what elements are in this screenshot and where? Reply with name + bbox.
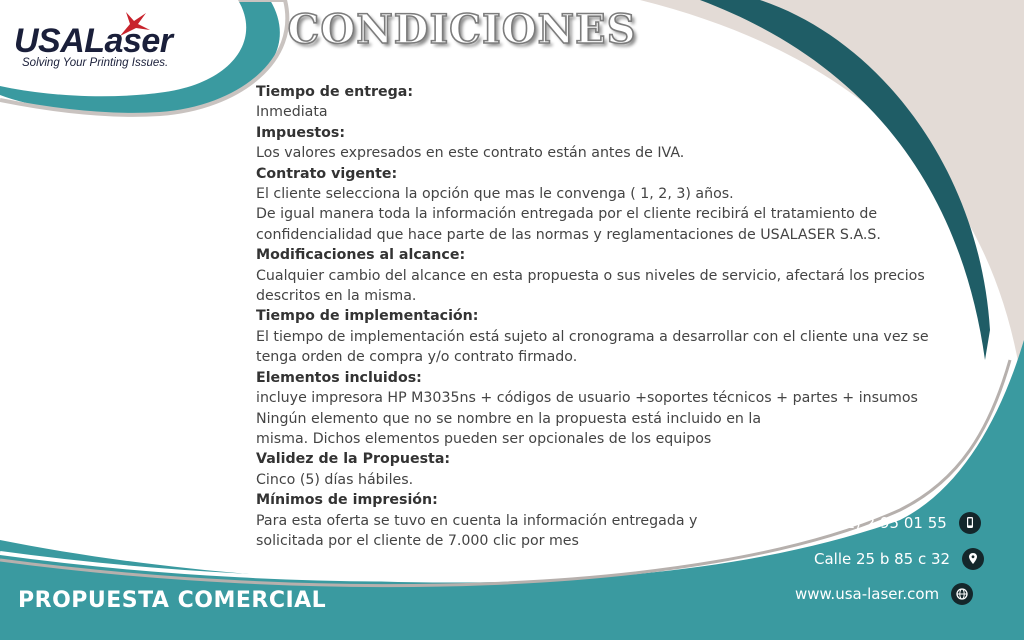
condition-heading: Impuestos: — [256, 124, 346, 141]
condition-text: Inmediata — [256, 104, 328, 121]
condition-heading: Validez de la Propuesta: — [256, 451, 451, 468]
phone-icon — [959, 512, 981, 534]
footer-title: PROPUESTA COMERCIAL — [18, 588, 327, 613]
condition-text: incluye impresora HP M3035ns + códigos de usuario +soportes técnicos + partes + insumos — [256, 390, 918, 407]
contact-website-row — [795, 583, 973, 605]
contact-address: Calle 25 b 85 c 32 — [814, 550, 951, 568]
contact-phone-row — [808, 512, 981, 534]
condition-text: descritos en la misma. — [256, 288, 417, 305]
condition-text: Cualquier cambio del alcance en esta propuesta o sus niveles de servicio, afectará los precios — [256, 267, 925, 284]
condition-text: misma. Dichos elementos pueden ser opcionales de los equipos — [256, 430, 712, 447]
contact-address-row — [814, 548, 984, 570]
condition-text: Para esta oferta se tuvo en cuenta la información entregada y — [256, 512, 698, 529]
condition-text: Los valores expresados en este contrato están antes de IVA. — [256, 145, 685, 162]
condition-heading: Contrato vigente: — [256, 165, 398, 182]
condition-text: Ningún elemento que no se nombre en la propuesta está incluido en la — [256, 410, 762, 427]
condition-text: solicitada por el cliente de 7.000 clic por mes — [256, 532, 579, 549]
condition-text: confidencialidad que hace parte de las normas y reglamentaciones de USALASER S.A.S. — [256, 226, 881, 243]
page-title: CONDICIONES — [287, 6, 637, 53]
condition-text: De igual manera toda la información entregada por el cliente recibirá el tratamiento de — [256, 206, 878, 223]
location-pin-icon — [962, 548, 984, 570]
condition-heading: Mínimos de impresión: — [256, 492, 438, 509]
logo-tagline: Solving Your Printing Issues. — [22, 57, 169, 69]
contact-phone: (+571) 2 95 01 55 — [808, 514, 947, 532]
condition-heading: Tiempo de entrega: — [256, 84, 414, 100]
condition-text: tenga orden de compra y/o contrato firmado. — [256, 349, 578, 366]
contact-website[interactable]: www.usa-laser.com — [795, 585, 940, 603]
conditions-list — [256, 82, 929, 551]
condition-text: El tiempo de implementación está sujeto al cronograma a desarrollar con el cliente una vez se — [256, 328, 929, 345]
condition-text: Cinco (5) días hábiles. — [256, 471, 414, 488]
condition-heading: Modificaciones al alcance: — [256, 247, 466, 264]
condition-heading: Elementos incluidos: — [256, 369, 422, 386]
condition-text: El cliente selecciona la opción que mas le convenga ( 1, 2, 3) años. — [256, 186, 734, 203]
condition-heading: Tiempo de implementación: — [256, 308, 479, 325]
logo-name: USALaser — [14, 22, 173, 60]
globe-icon — [951, 583, 973, 605]
